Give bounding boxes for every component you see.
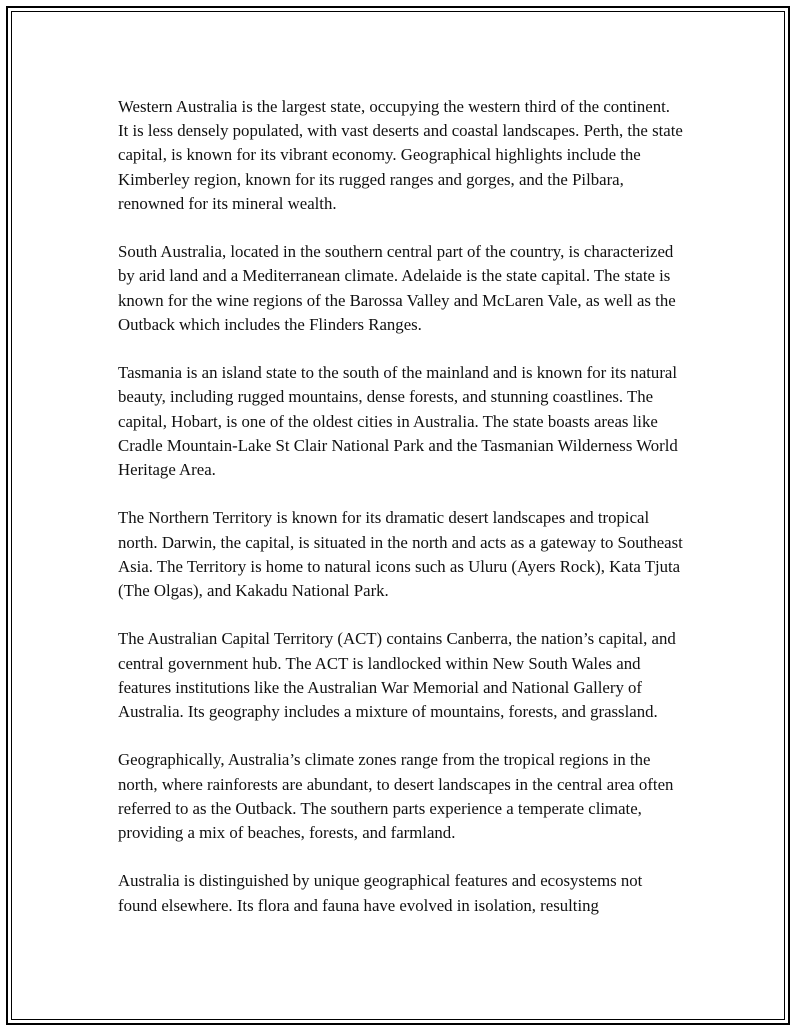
paragraph-northern-territory: The Northern Territory is known for its dramatic desert landscapes and tropical north. Darwin, the capital, is situated in the north and acts as a gateway to Southeast Asia. The Territory is home to natural icons such as Uluru (Ayers Rock), Kata Tjuta (The Olgas), and Kakadu National Park. bbox=[118, 508, 683, 601]
paragraph-tasmania: Tasmania is an island state to the south of the mainland and is known for its natural beauty, including rugged mountains, dense forests, and stunning coastlines. The capital, Hobart, is one of the oldest cities in Australia. The state boasts areas like Cradle Mountain-Lake St Clair National Park and the Tasmanian Wilderness World Heritage Area. bbox=[118, 363, 678, 480]
document-page bbox=[6, 6, 790, 1025]
document-body bbox=[118, 95, 683, 942]
paragraph-unique-features: Australia is distinguished by unique geographical features and ecosystems not found elsewhere. Its flora and fauna have evolved in isolation, resulting bbox=[118, 871, 643, 915]
paragraph-act: The Australian Capital Territory (ACT) contains Canberra, the nation’s capital, and central government hub. The ACT is landlocked within New South Wales and features institutions like the Australian War Memorial and National Gallery of Australia. Its geography includes a mixture of mountains, forests, and grassland. bbox=[118, 629, 676, 722]
paragraph-western-australia: Western Australia is the largest state, occupying the western third of the continent. It is less densely populated, with vast deserts and coastal landscapes. Perth, the state capital, is known for its vibrant economy. Geographical highlights include the Kimberley region, known for its rugged ranges and gorges, and the Pilbara, renowned for its mineral wealth. bbox=[118, 97, 683, 213]
paragraph-climate-zones: Geographically, Australia’s climate zones range from the tropical regions in the north, where rainforests are abundant, to desert landscapes in the central area often referred to as the Outback. The southern parts experience a temperate climate, providing a mix of beaches, forests, and farmland. bbox=[118, 750, 674, 843]
paragraph-south-australia: South Australia, located in the southern central part of the country, is characterized by arid land and a Mediterranean climate. Adelaide is the state capital. The state is known for the wine regions of the Barossa Valley and McLaren Vale, as well as the Outback which includes the Flinders Ranges. bbox=[118, 242, 676, 334]
